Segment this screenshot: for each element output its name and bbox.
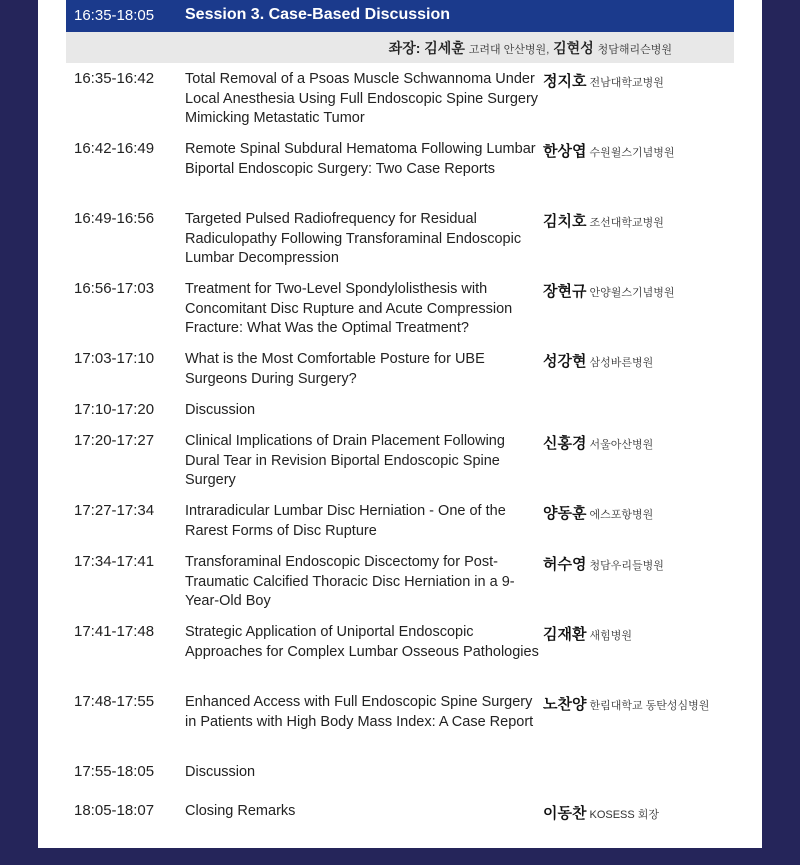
speaker-hospital: KOSESS 회장 [589, 809, 660, 821]
speaker-name: 김치호 [543, 213, 587, 230]
row-time: 17:27-17:34 [74, 502, 155, 519]
row-title: Strategic Application of Uniportal Endoscopic Approaches for Complex Lumbar Osseous Pathologies [185, 624, 539, 660]
chair-label: 좌장: [388, 40, 421, 56]
session-time: 16:35-18:05 [74, 7, 155, 24]
speaker-name: 이동찬 [543, 805, 587, 822]
row-speaker [543, 553, 664, 574]
speaker-name: 성강현 [543, 353, 587, 370]
row-speaker [543, 140, 675, 161]
row-title: Clinical Implications of Drain Placement Following Dural Tear in Revision Biportal Endoscopic Spine Surgery [185, 433, 505, 488]
chair-row [66, 32, 734, 63]
speaker-hospital: 삼성바른병원 [589, 357, 654, 369]
row-title: Closing Remarks [185, 803, 296, 819]
speaker-name: 장현규 [543, 283, 587, 300]
speaker-hospital: 전남대학교병원 [589, 77, 664, 89]
row-time: 17:03-17:10 [74, 350, 155, 367]
row-speaker [543, 280, 675, 301]
row-time: 17:41-17:48 [74, 623, 155, 640]
row-speaker [543, 802, 659, 823]
speaker-name: 정지호 [543, 73, 587, 90]
row-speaker [543, 623, 632, 644]
speaker-hospital: 수원윌스기념병원 [589, 147, 675, 159]
speaker-name: 노찬양 [543, 696, 587, 713]
row-time: 16:42-16:49 [74, 140, 155, 157]
chairs [389, 38, 672, 58]
speaker-hospital: 새힘병원 [589, 630, 632, 642]
chair1-hospital: 고려대 안산병원, [468, 44, 550, 56]
row-title: Enhanced Access with Full Endoscopic Spine Surgery in Patients with High Body Mass Index: A Case Report [185, 694, 534, 730]
session-title: Session 3. Case-Based Discussion [185, 6, 450, 23]
row-title: Transforaminal Endoscopic Discectomy for Post-Traumatic Calcified Thoracic Disc Herniation in a 9-Year-Old Boy [185, 554, 515, 609]
chair2-hospital: 청담해리슨병원 [597, 44, 672, 56]
speaker-name: 김재환 [543, 626, 587, 643]
chair1-name: 김세훈 [424, 40, 465, 56]
row-title: What is the Most Comfortable Posture for UBE Surgeons During Surgery? [185, 351, 485, 387]
speaker-name: 허수영 [543, 556, 587, 573]
row-title: Intraradicular Lumbar Disc Herniation - One of the Rarest Forms of Disc Rupture [185, 503, 506, 539]
row-time: 16:49-16:56 [74, 210, 155, 227]
row-title: Total Removal of a Psoas Muscle Schwannoma Under Local Anesthesia Using Full Endoscopic Spine Surgery Mimicking Metastatic Tumor [185, 71, 539, 126]
row-time: 18:05-18:07 [74, 802, 155, 819]
row-title: Targeted Pulsed Radiofrequency for Residual Radiculopathy Following Transforaminal Endoscopic Lumbar Decompression [185, 211, 522, 266]
speaker-name: 신홍경 [543, 435, 587, 452]
row-time: 17:34-17:41 [74, 553, 155, 570]
speaker-hospital: 안양윌스기념병원 [589, 287, 675, 299]
program-card [38, 0, 762, 848]
row-speaker [543, 210, 664, 231]
row-speaker [543, 693, 709, 714]
speaker-name: 양동훈 [543, 505, 587, 522]
row-title: Discussion [185, 402, 256, 418]
row-title: Remote Spinal Subdural Hematoma Following Lumbar Biportal Endoscopic Surgery: Two Case Reports [185, 141, 536, 177]
row-speaker [543, 502, 653, 523]
speaker-hospital: 에스포항병원 [589, 509, 654, 521]
row-speaker [543, 70, 664, 91]
row-title: Discussion [185, 764, 256, 780]
row-time: 17:10-17:20 [74, 401, 155, 418]
speaker-hospital: 조선대학교병원 [589, 217, 664, 229]
speaker-hospital: 서울아산병원 [589, 439, 654, 451]
speaker-hospital: 한림대학교 동탄성심병원 [589, 700, 710, 712]
row-time: 17:48-17:55 [74, 693, 155, 710]
row-time: 16:56-17:03 [74, 280, 155, 297]
row-time: 17:20-17:27 [74, 432, 155, 449]
speaker-name: 한상엽 [543, 143, 587, 160]
row-time: 16:35-16:42 [74, 70, 155, 87]
speaker-hospital: 청담우리들병원 [589, 560, 664, 572]
chair2-name: 김현성 [553, 40, 594, 56]
row-speaker [543, 432, 653, 453]
row-speaker [543, 350, 653, 371]
row-title: Treatment for Two-Level Spondylolisthesis with Concomitant Disc Rupture and Acute Compression Fracture: What Was the Optimal Treatment? [185, 281, 513, 336]
session-header [66, 0, 734, 32]
row-time: 17:55-18:05 [74, 763, 155, 780]
